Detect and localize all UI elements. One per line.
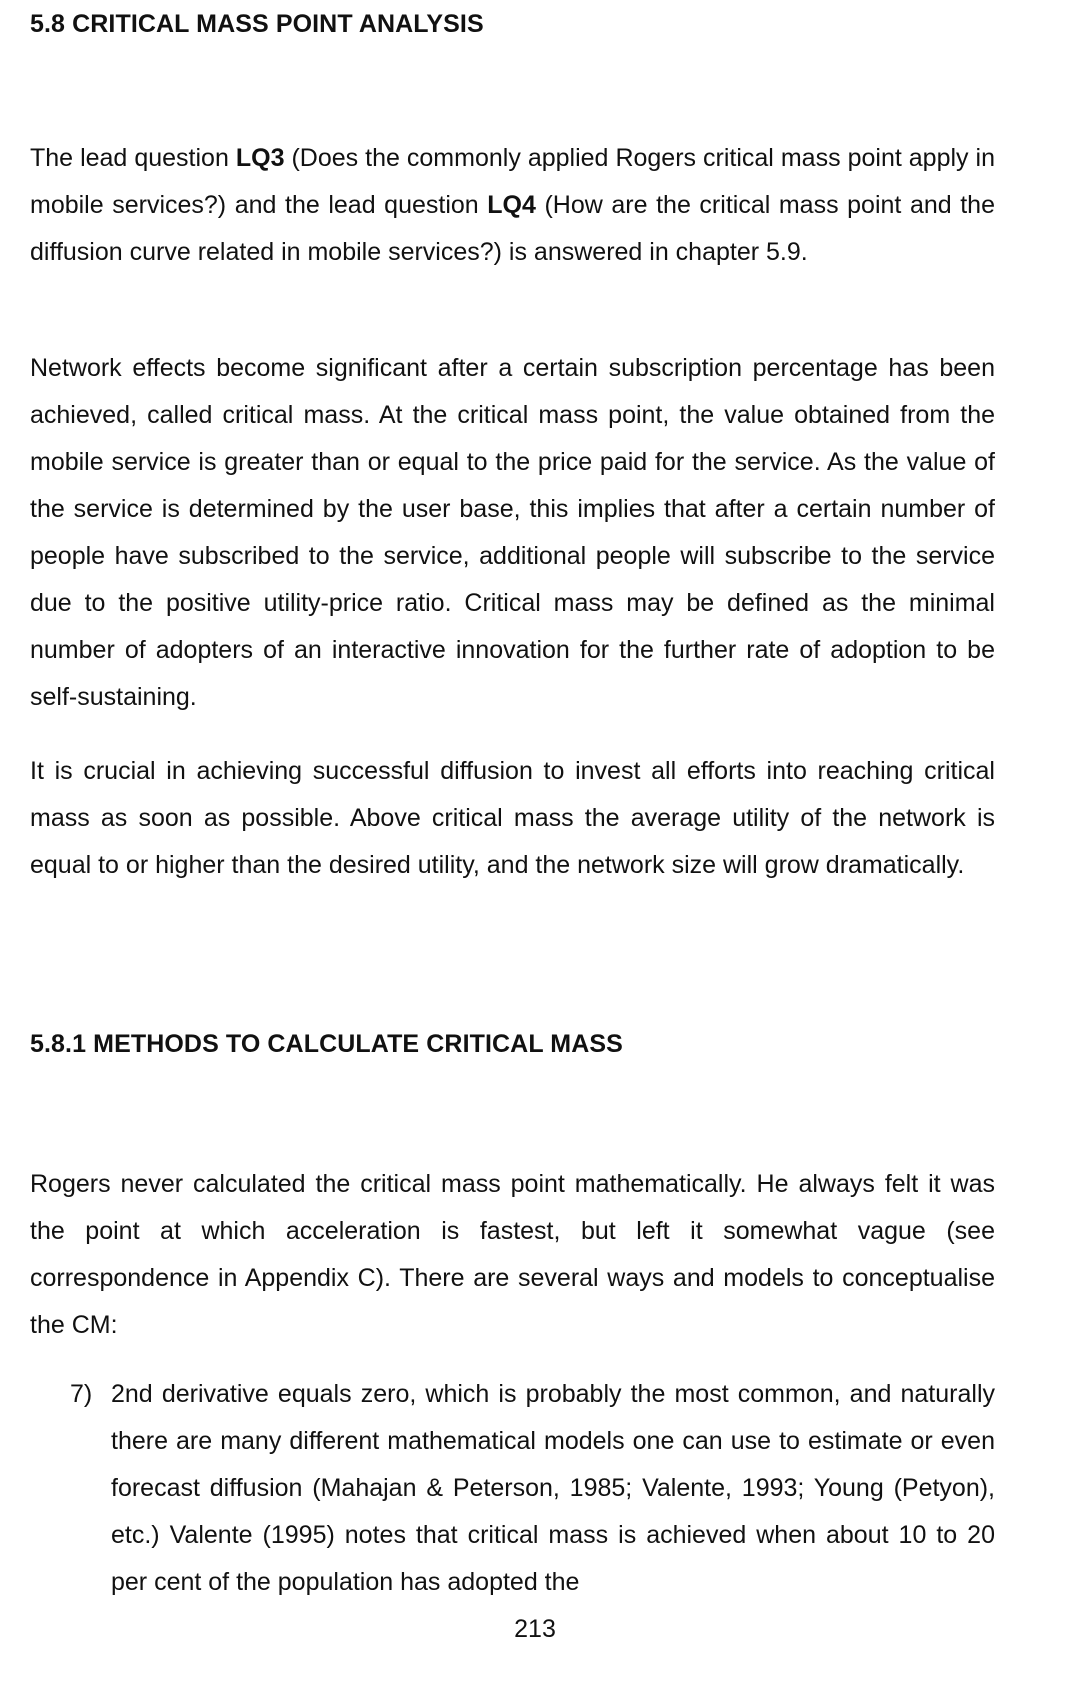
list-item xyxy=(70,1371,995,1606)
section-paragraph-3: It is crucial in achieving successful diffusion to invest all efforts into reaching critical mass as soon as possible. Above critical mass the average utility of the network is equal to or higher than the desired utility, and the network size will grow dramatically. xyxy=(30,757,995,879)
subsection-heading: 5.8.1 METHODS TO CALCULATE CRITICAL MASS xyxy=(30,1030,623,1058)
list-item-number: 7) xyxy=(70,1380,93,1408)
paragraph-text: (How are the critical mass point and the diffusion curve related in mobile services?) is answered in chapter 5.9. xyxy=(30,191,995,266)
section-paragraph-1 xyxy=(30,135,995,276)
methods-list xyxy=(70,1371,995,1606)
section-heading: 5.8 CRITICAL MASS POINT ANALYSIS xyxy=(30,10,484,38)
paragraph-text: The lead question xyxy=(30,144,236,172)
list-item-text: 2nd derivative equals zero, which is probably the most common, and naturally there are many different mathematical models one can use to estimate or even forecast diffusion (Mahajan & Peterson, 1985; Valente, 1993; Young (Petyon), etc.) Valente (1995) notes that critical mass is achieved when about 10 to 20 per cent of the population has adopted the xyxy=(111,1380,995,1596)
section-paragraph-2: Network effects become significant after a certain subscription percentage has been achieved, called critical mass. At the critical mass point, the value obtained from the mobile service is greater than or equal to the price paid for the service. As the value of the service is determined by the user base, this implies that after a certain number of people have subscribed to the service, additional people will subscribe to the service due to the positive utility-price ratio. Critical mass may be defined as the minimal number of adopters of an interactive innovation for the further rate of adoption to be self-sustaining. xyxy=(30,354,995,711)
paragraph-text: (Does the commonly applied Rogers critical mass point apply in mobile services?) and the lead question xyxy=(30,144,995,219)
lead-question-lq3: LQ3 xyxy=(235,144,285,172)
subsection-paragraph-1: Rogers never calculated the critical mass point mathematically. He always felt it was the point at which acceleration is fastest, but left it somewhat vague (see correspondence in Appendix C). There are several ways and models to conceptualise the CM: xyxy=(30,1170,995,1339)
page-number: 213 xyxy=(514,1615,556,1643)
lead-question-lq4: LQ4 xyxy=(487,191,536,219)
